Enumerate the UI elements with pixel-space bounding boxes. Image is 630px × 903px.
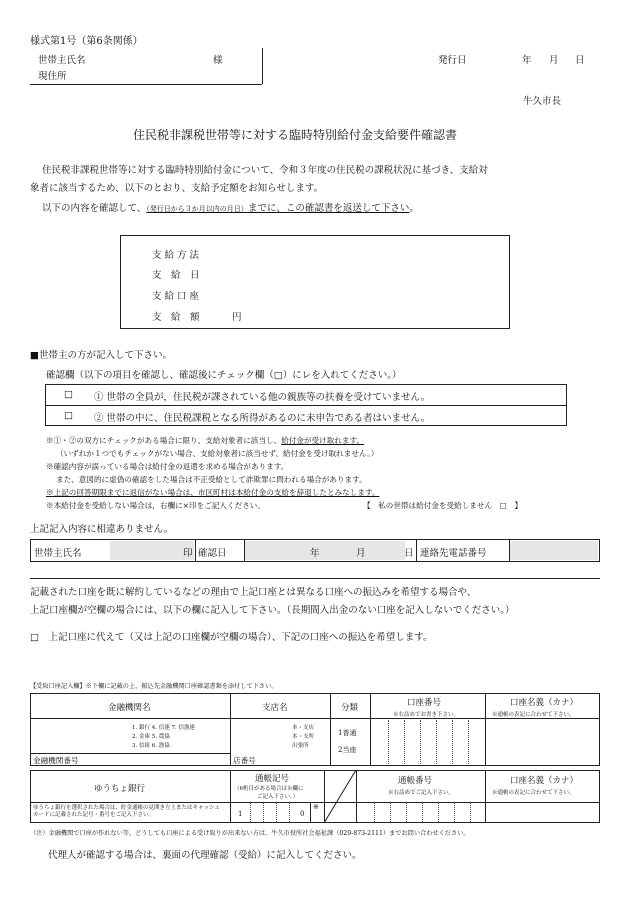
bank-col-3 <box>370 693 371 766</box>
holder-note: ※通帳の表記に合わせて下さい。 <box>492 712 575 718</box>
bank-code-line <box>30 753 230 754</box>
confirm-day: 日 <box>404 548 414 559</box>
addressee-divider <box>262 48 263 84</box>
note-1-sub: （いずれか１つでもチェックがない場合、支給対象者に該当せず、給付金を受け取れません。） <box>56 449 379 458</box>
holder-header: 口座名義（カナ） <box>510 698 579 708</box>
yen-unit: 円 <box>232 312 242 323</box>
yucho-col-3 <box>356 770 357 823</box>
yucho-col-1 <box>230 770 231 823</box>
check-row-divider <box>45 405 567 406</box>
branch-types-1: 本・支店 <box>292 725 315 731</box>
sign-div-3 <box>416 540 417 562</box>
payment-date-label: 支 給 日 <box>152 270 200 281</box>
issue-day: 日 <box>575 55 585 66</box>
confirm-month: 月 <box>356 548 366 559</box>
yucho-slash <box>324 770 356 823</box>
digit-sep-4 <box>436 720 437 764</box>
check-2-box[interactable]: □ <box>64 410 73 421</box>
payment-amount-label: 支 給 額 <box>152 312 200 323</box>
account-no-header: 口座番号 <box>407 698 442 708</box>
bank-types-2: 2. 金庫 5. 農協 <box>132 734 170 740</box>
no-sep-7 <box>470 803 471 822</box>
branch-types-3: 出張所 <box>292 743 309 749</box>
sign-div-1 <box>195 540 196 562</box>
intro-line-3: 以下の内容を確認して、（発行日から３か月以内の月日）までに、この確認書を返送して下さい。 <box>42 203 419 214</box>
bank-name-header: 金融機関名 <box>108 703 151 713</box>
passbook-no-header: 通帳番号 <box>398 776 433 786</box>
note-5: ※本給付金を受給しない場合は，右欄に×印をご記入ください。 <box>46 501 265 510</box>
name-input-area[interactable] <box>110 541 194 560</box>
intro-line-2: 象者に該当するため、以下のとおり、支給予定額をお知らせします。 <box>30 183 324 194</box>
form-id: 様式第1号（第6条関係） <box>30 36 143 47</box>
mark-sep-5 <box>310 803 311 822</box>
passbook-mark-note-2: ご記入下さい。） <box>257 794 299 800</box>
change-text-2: 上記口座欄が空欄の場合には、以下の欄に記入して下さい。（長期間入出金のない口座を記入しないでください。） <box>30 605 515 616</box>
decline-option[interactable]: 【 私の世帯は給付金を受給しません □ 】 <box>363 501 523 510</box>
yucho-col-4 <box>485 770 486 823</box>
yucho-instruction: ゆうちょ銀行を選択された場合は、貯金通帳の見開き左上またはキャッシュカードに記載された記号・番号をご記入下さい。 <box>33 805 220 818</box>
bank-col-4 <box>485 693 486 766</box>
change-request-check[interactable]: □ 上記口座に代えて（又は上記の口座欄が空欄の場合）、下記の口座への振込を希望します。 <box>30 632 433 643</box>
check-2-text: ② 世帯の中に、住民税課税となる所得があるのに未申告である者はいません。 <box>94 413 431 424</box>
branch-types-2: 本・支所 <box>292 734 315 740</box>
change-text-1: 記載された口座を既に解約しているなどの理由で上記口座とは異なる口座への振込みを希望する場合や、 <box>30 587 477 598</box>
seal-mark: 印 <box>183 548 193 559</box>
mark-sep-2 <box>263 803 264 822</box>
agree-statement: 上記記入内容に相違ありません。 <box>30 524 174 535</box>
note-2: ※確認内容が誤っている場合は給付金の返還を求める場合があります。 <box>46 462 289 471</box>
yucho-header: ゆうちょ銀行 <box>94 784 146 794</box>
proxy-note: 代理人が確認する場合は、裏面の代理確認（受給）に記入してください。 <box>48 850 362 861</box>
bank-types-1: 1. 銀行 4. 信連 7. 信漁連 <box>132 725 195 731</box>
note-1: ※①・②の双方にチェックがある場合に限り、支給対象者に該当し、給付金が受け取れます。 <box>46 436 365 445</box>
note-4: ※上記の回答期限までに返信がない場合は、市区町村は本給付金の支給を辞退したとみなします。 <box>46 488 380 497</box>
branch-name-header: 支店名 <box>262 703 288 713</box>
householder-section-head: ■世帯主の方が記入して下さい。 <box>30 350 172 361</box>
bank-col-1 <box>230 693 231 766</box>
passbook-mark-note-1: （6桁目がある場合は※欄に <box>234 786 304 792</box>
householder-name-field-label: 世帯主氏名 <box>34 548 82 559</box>
payment-method-label: 支 給 方 法 <box>152 250 200 261</box>
type-header: 分類 <box>341 703 359 713</box>
digit-sep-1 <box>388 720 389 764</box>
no-sep-1 <box>374 803 375 822</box>
payment-account-label: 支 給 口 座 <box>152 291 200 302</box>
type-ordinary: 1普通 <box>338 729 357 737</box>
digit-sep-2 <box>404 720 405 764</box>
passbook-mark-header: 通帳記号 <box>255 774 290 784</box>
phone-input-area[interactable] <box>510 541 598 560</box>
check-1-text: ① 世帯の全員が，住民税が課されている他の親族等の扶養を受けていません。 <box>94 392 431 403</box>
confirm-date-label: 確認日 <box>198 548 227 559</box>
bank-code-label: 金融機関番号 <box>33 756 79 765</box>
issue-month: 月 <box>549 55 559 66</box>
passbook-digit-1: 1 <box>238 810 243 818</box>
no-sep-3 <box>406 803 407 822</box>
phone-label: 連絡先電話番号 <box>420 548 487 559</box>
addressee-underline <box>30 84 262 85</box>
date-input-area[interactable] <box>245 541 405 560</box>
confirm-head: 確認欄（以下の項目を確認し、確認後にチェック欄（□）にレを入れてください。） <box>46 370 402 381</box>
yucho-holder-note: ※通帳の表記に合わせて下さい。 <box>492 790 575 796</box>
householder-name-label: 世帯主氏名 <box>38 55 86 66</box>
bank-header-line <box>30 718 600 719</box>
bank-types-3: 3. 信組 6. 漁協 <box>132 743 170 749</box>
section-separator <box>30 578 600 579</box>
no-sep-6 <box>454 803 455 822</box>
issue-date-label: 発行日 <box>438 55 467 66</box>
branch-code-label: 店番号 <box>233 756 256 765</box>
no-sep-4 <box>422 803 423 822</box>
account-form-head: 【受取口座記入欄】※下欄に記載の上、振込先金融機関口座確認書類を添付して下さい。 <box>30 683 278 690</box>
type-current: 2当座 <box>338 746 357 754</box>
mark-sep-1 <box>250 803 251 822</box>
no-sep-5 <box>438 803 439 822</box>
honorific: 様 <box>213 55 223 66</box>
mark-sep-4 <box>289 803 290 822</box>
note-3: また、意図的に虚偽の確認をした場合は不正受給として詐欺罪に問われる場合があります。 <box>56 475 367 484</box>
passbook-no-note: ※右詰めでご記入下さい。 <box>388 790 455 796</box>
intro-line-1: 住民税非課税世帯等に対する臨時特別給付金について、令和３年度の住民税の課税状況に基づき、支給対 <box>42 165 488 176</box>
confirm-year: 年 <box>310 548 320 559</box>
issuer: 牛久市長 <box>523 96 562 107</box>
check-1-box[interactable]: □ <box>64 389 73 400</box>
digit-sep-5 <box>452 720 453 764</box>
footnote: （注）金融機関で口座が作れない等、どうしても口座による受け取りが出来ない方は、牛久市役所社会福祉課（029-873-2111）までお問い合わせください。 <box>30 830 470 837</box>
digit-sep-6 <box>468 720 469 764</box>
account-no-note: ※右詰めでお書き下さい。 <box>393 712 460 718</box>
bank-col-2 <box>330 693 331 766</box>
issue-year: 年 <box>522 55 532 66</box>
mark-sep-3 <box>276 803 277 822</box>
digit-sep-3 <box>420 720 421 764</box>
no-sep-2 <box>390 803 391 822</box>
document-title: 住民税非課税世帯等に対する臨時特別給付金支給要件確認書 <box>133 128 458 142</box>
kome-mark: ※ <box>313 803 319 811</box>
yucho-holder-header: 口座名義（カナ） <box>510 776 579 786</box>
address-label: 現住所 <box>38 71 67 82</box>
passbook-digit-0: 0 <box>300 810 305 818</box>
